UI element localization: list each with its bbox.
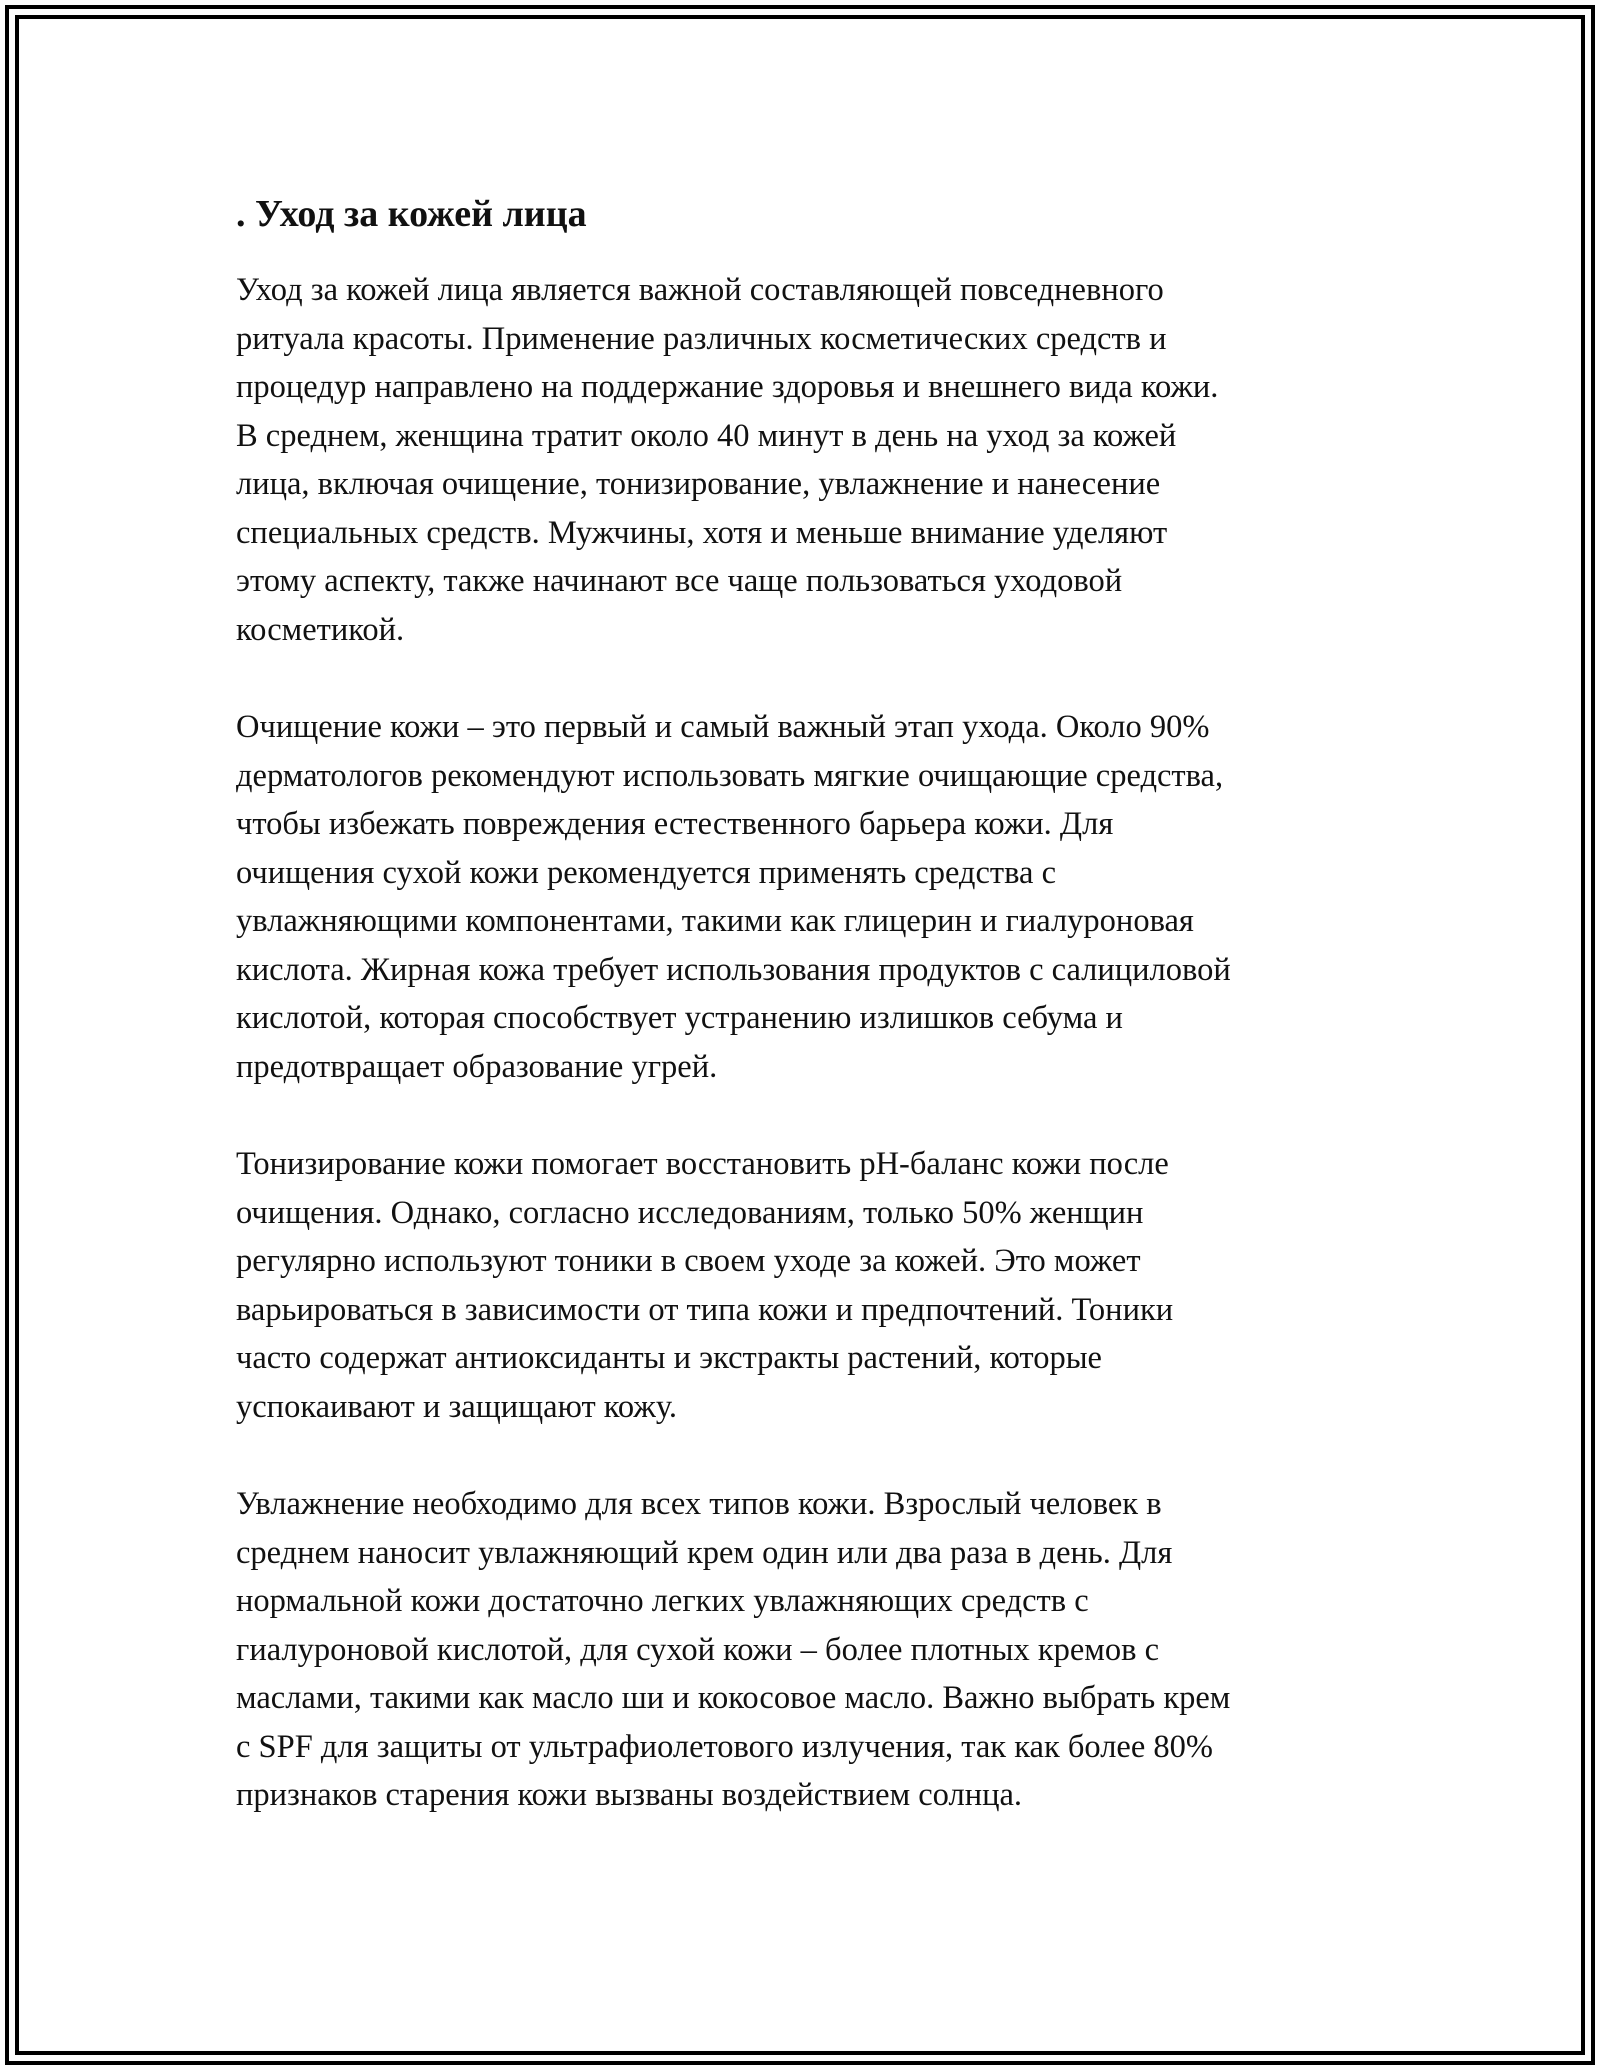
text-line: косметикой. — [236, 611, 405, 648]
text-line: нормальной кожи достаточно легких увлажняющих средств с — [236, 1583, 1089, 1619]
paragraph-cleansing — [236, 703, 1396, 1091]
text-line: среднем наносит увлажняющий крем один или два раза в день. Для — [236, 1534, 1173, 1571]
text-line: маслами, такими как масло ши и кокосовое масло. Важно выбрать крем — [236, 1680, 1231, 1716]
text-line: Уход за кожей лица является важной составляющей повседневного — [236, 272, 1164, 308]
text-line: успокаивают и защищают кожу. — [236, 1388, 677, 1425]
text-line: с SPF для защиты от ультрафиолетового излучения, так как более 80% — [236, 1728, 1213, 1765]
text-line: очищения сухой кожи рекомендуется применять средства с — [236, 854, 1056, 891]
text-line: специальных средств. Мужчины, хотя и меньше внимание уделяют — [236, 514, 1168, 551]
text-line: очищения. Однако, согласно исследованиям, только 50% женщин — [236, 1194, 1144, 1231]
text-line: варьироваться в зависимости от типа кожи и предпочтений. Тоники — [236, 1291, 1174, 1328]
text-line: В среднем, женщина тратит около 40 минут в день на уход за кожей — [236, 417, 1177, 454]
text-line: признаков старения кожи вызваны воздействием солнца. — [236, 1777, 1023, 1813]
text-line: Очищение кожи – это первый и самый важный этап ухода. Около 90% — [236, 709, 1210, 745]
text-line: гиалуроновой кислотой, для сухой кожи – более плотных кремов с — [236, 1631, 1159, 1668]
paragraph-moisturizing — [236, 1480, 1396, 1820]
text-line: Тонизирование кожи помогает восстановить pH-баланс кожи после — [236, 1146, 1169, 1182]
section-heading: . Уход за кожей лица — [236, 193, 587, 235]
text-line: кислота. Жирная кожа требует использования продуктов с салициловой — [236, 951, 1231, 988]
text-line: часто содержат антиоксиданты и экстракты растений, которые — [236, 1340, 1102, 1376]
text-line: процедур направлено на поддержание здоровья и внешнего вида кожи. — [236, 369, 1219, 405]
text-line: регулярно используют тоники в своем уходе за кожей. Это может — [236, 1243, 1141, 1279]
text-line: кислотой, которая способствует устранению излишков себума и — [236, 1000, 1123, 1036]
document-body — [236, 186, 1396, 1869]
text-line: Увлажнение необходимо для всех типов кожи. Взрослый человек в — [236, 1486, 1162, 1522]
paragraph-toning — [236, 1140, 1396, 1431]
text-line: ритуала красоты. Применение различных косметических средств и — [236, 320, 1167, 357]
text-line: увлажняющими компонентами, такими как глицерин и гиалуроновая — [236, 903, 1194, 939]
text-line: дерматологов рекомендуют использовать мягкие очищающие средства, — [236, 757, 1224, 794]
paragraph-intro — [236, 266, 1396, 654]
text-line: этому аспекту, также начинают все чаще пользоваться уходовой — [236, 563, 1123, 599]
text-line: чтобы избежать повреждения естественного барьера кожи. Для — [236, 806, 1114, 842]
text-line: предотвращает образование угрей. — [236, 1048, 718, 1085]
text-line: лица, включая очищение, тонизирование, увлажнение и нанесение — [236, 466, 1161, 502]
